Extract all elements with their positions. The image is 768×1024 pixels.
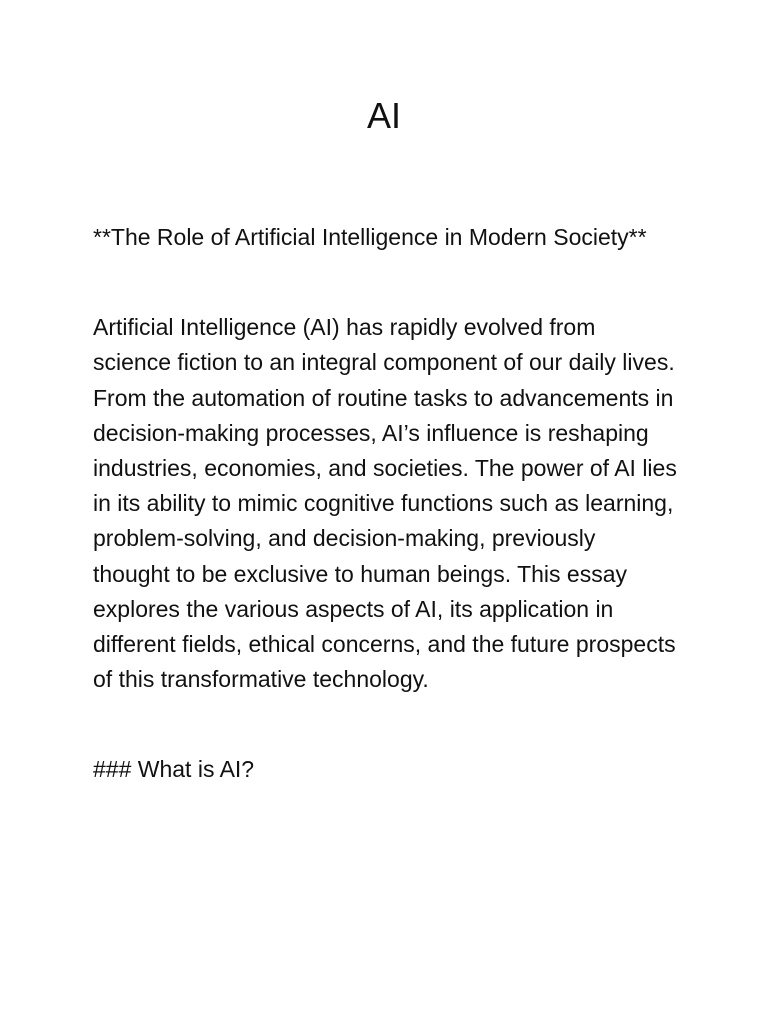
essay-title: **The Role of Artificial Intelligence in Modern Society** — [93, 224, 647, 250]
document-body — [93, 220, 678, 788]
intro-paragraph: Artificial Intelligence (AI) has rapidly evolved from science fiction to an integral component of our daily lives. From the automation of routine tasks to advancements in decision-making processes, AI’s influence is reshaping industries, economies, and societies. The power of AI lies in its ability to mimic cognitive functions such as learning, problem-solving, and decision-making, previously thought to be exclusive to human beings. This essay explores the various aspects of AI, its application in different fields, ethical concerns, and the future prospects of this transformative technology. — [93, 314, 677, 693]
document-title: AI — [366, 95, 401, 136]
section-heading: ### What is AI? — [93, 756, 255, 783]
